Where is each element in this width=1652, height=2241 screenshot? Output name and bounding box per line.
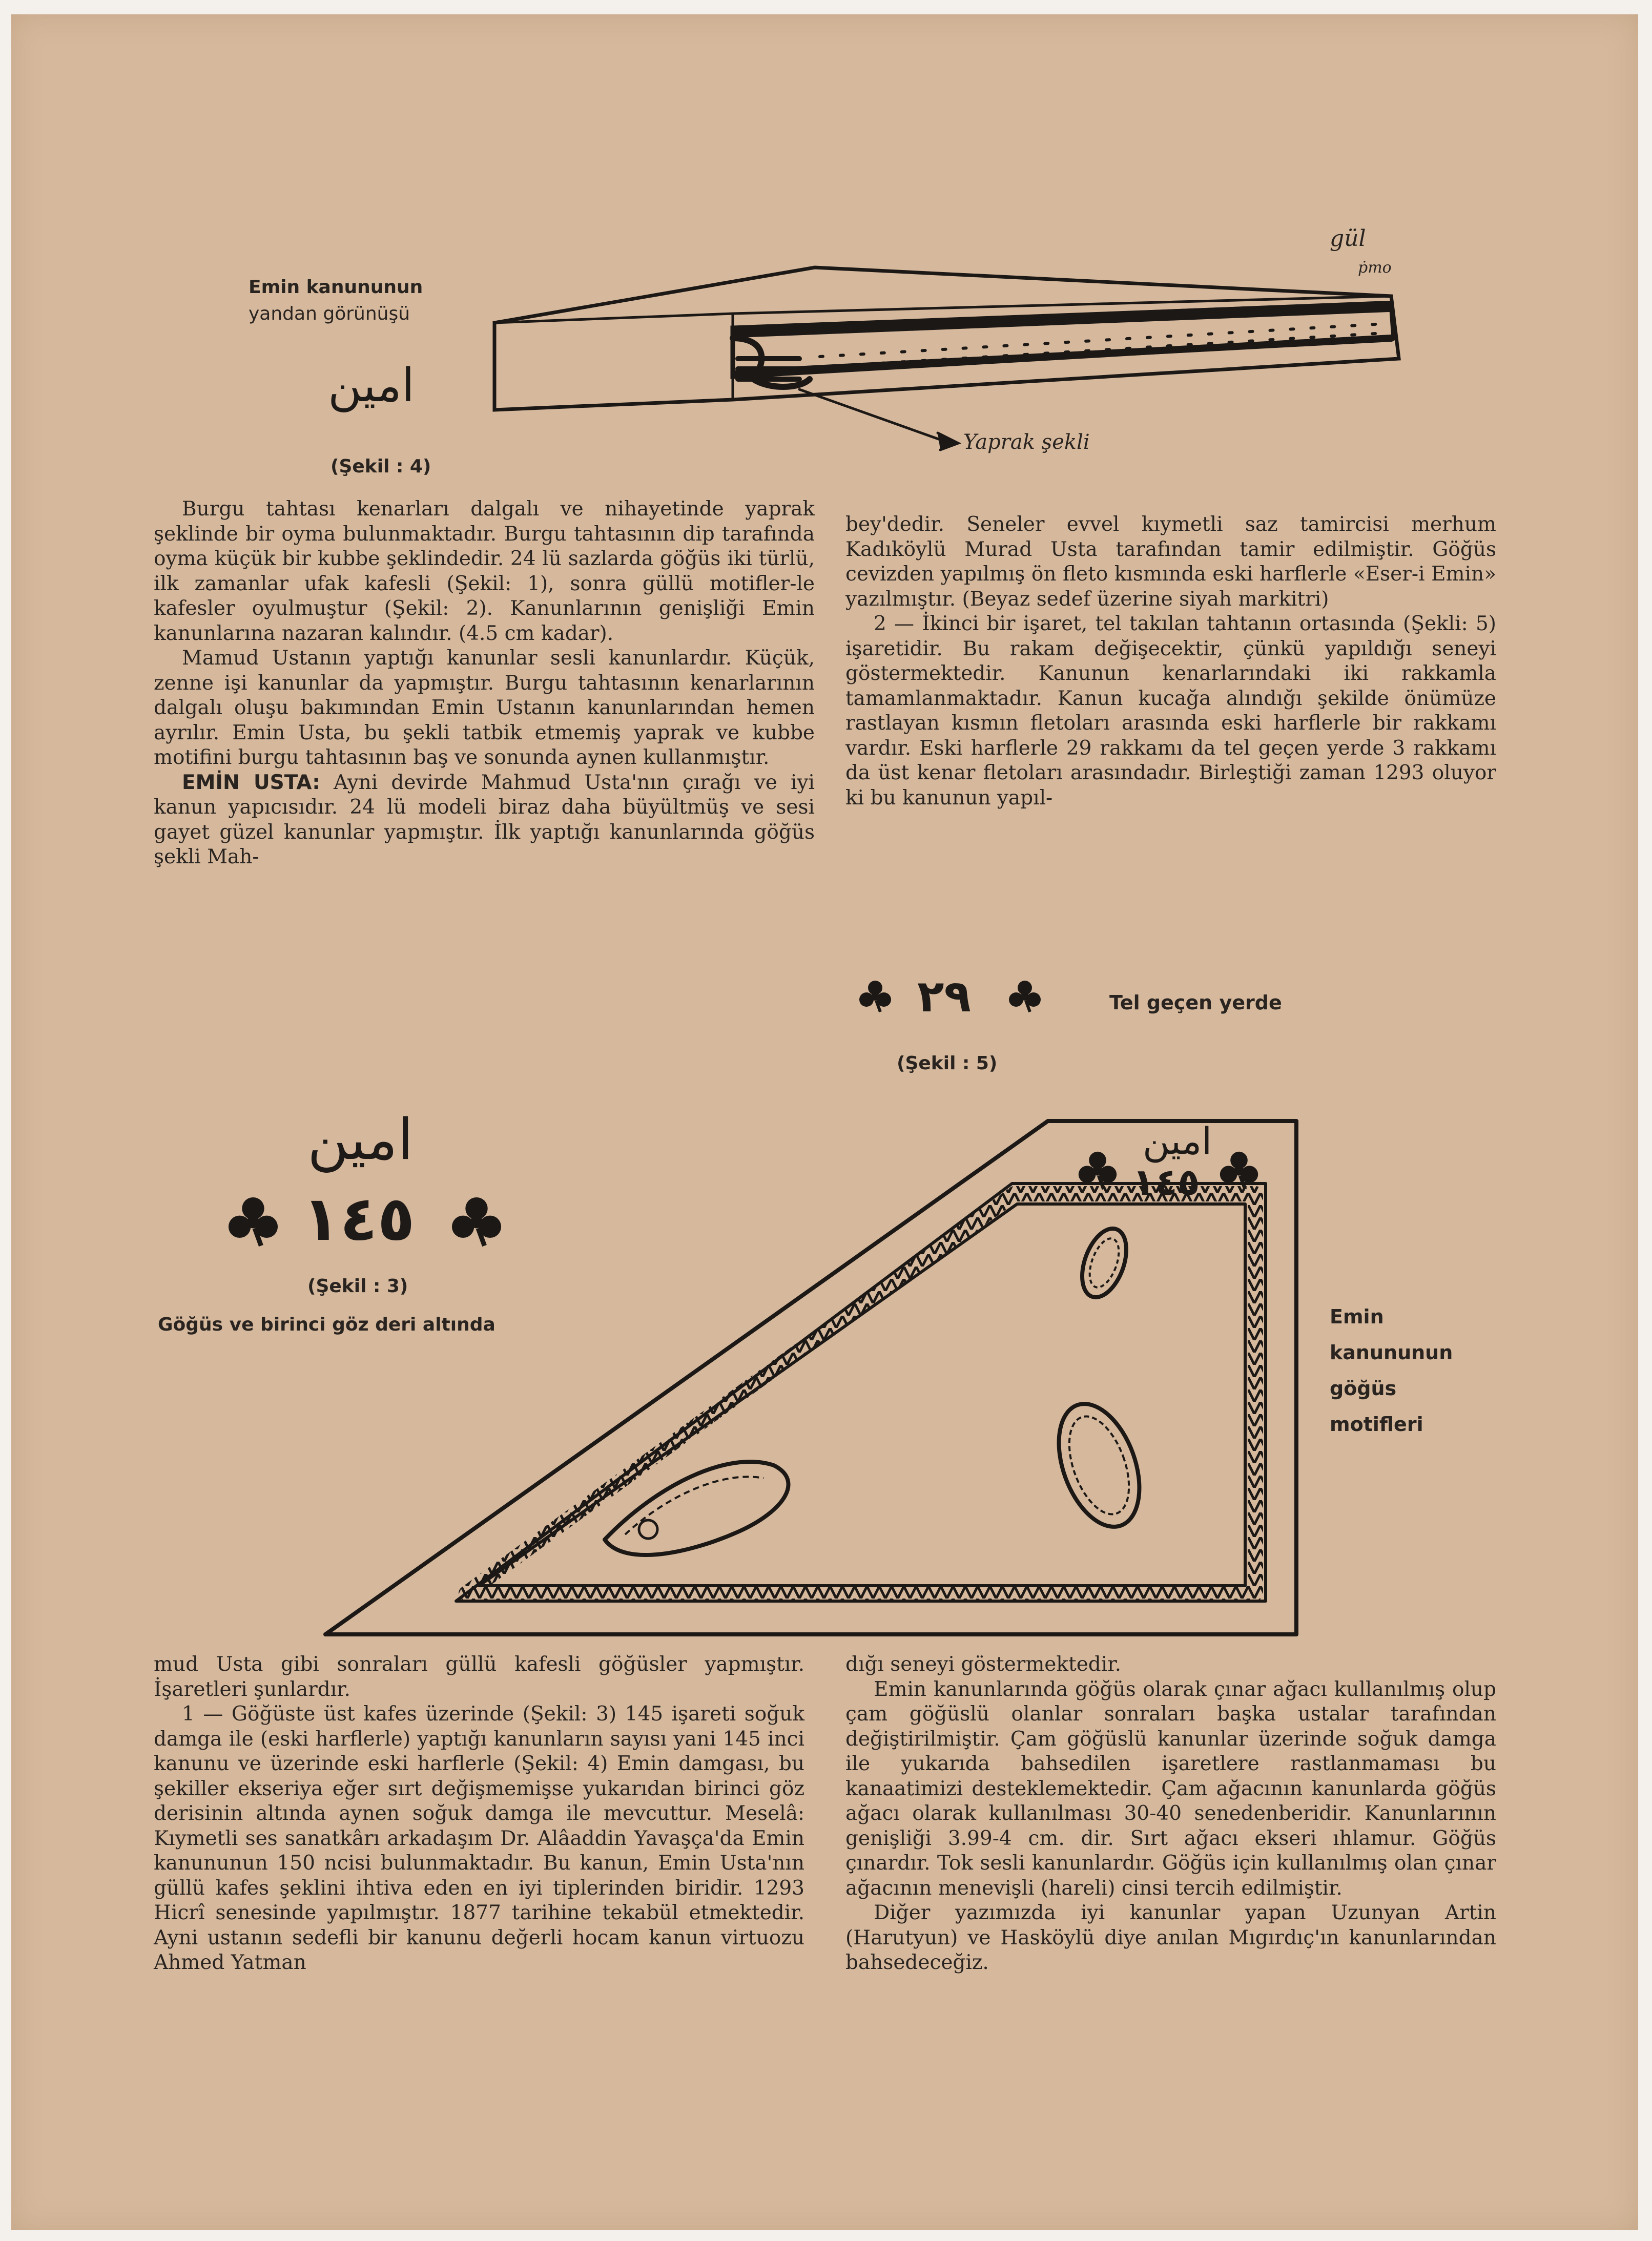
paragraph: 1 — Göğüste üst kafes üzerinde (Şekil: 3) 145 işareti soğuk damga ile (eski harflerle) yaptığı kanunların sayısı yani 145 inci kanunu ve üzerinde eski harflerle (Şekil: 4) Emin damgası, bu şekiller ekseriya eğer sırt değişmemişse yukarıdan birinci göz derisinin altında aynen soğuk damga ile mevcuttur. Meselâ: Kıymetli ses sanatkârı arkadaşım Dr. Alâaddin Yavaşça'da Emin kanununun 150 ncisi bulunmaktadır. Bu kanun, Emin Usta'nın güllü kafes şeklini ihtiva eden en iyi tiplerinden biridir. 1293 Hicrî senesinde yapılmıştır. 1877 tarihine tekabül etmektedir. Ayni ustanın sedefli bir kanunu değerli hocam kanun virtuozu Ahmed Yatman (154, 1703, 804, 1974)
figure4-caption (249, 274, 423, 327)
paragraph: Diğer yazımızda iyi kanunlar yapan Uzunyan Artin (Harutyun) ve Hasköylü diye anılan Mıgırdıç'ın kanunlarından bahsedeceğiz. (845, 1901, 1496, 1974)
paragraph: mud Usta gibi sonraları güllü kafesli göğüsler yapmıştır. İşaretleri şunlardır. (154, 1653, 804, 1701)
figure4-annotation-arrow: Yaprak şekli (963, 430, 1090, 454)
paragraph: Burgu tahtası kenarları dalgalı ve nihayetinde yaprak şeklinde bir oyma bulunmaktadır. Burgu tahtasının dip tarafında oyma küçük bir kubbe şeklindedir. 24 lü sazlarda göğüs iki türlü, ilk zamanlar ufak kafesli (Şekil: 1), sonra güllü motifler-le kafesler oyulmuştur (Şekil: 2). Kanunlarının genişliği Emin kanunlarına nazaran kalındır. (4.5 cm kadar). (154, 497, 815, 645)
column-bottom-right (845, 1652, 1496, 1976)
paragraph-emin-usta (154, 771, 815, 870)
motif-stamp-name: امين (1143, 1119, 1212, 1163)
figure4-annotation-top2: ṗmo (1358, 259, 1392, 277)
figure3-stamp-number: ١٤٥ (302, 1184, 415, 1255)
figure4-caption-line1: Emin kanununun (249, 277, 423, 298)
side-view-drawing (494, 267, 1399, 450)
emin-usta-text: Ayni devirde Mahmud Usta'nın çırağı ve iyi kanun yapıcısıdır. 24 lü modeli biraz daha büyültmüş ve sesi gayet güzel kanunlar yapmıştır. İlk yaptığı kanunlarında göğüs şekli Mah- (154, 771, 815, 868)
motif-caption-line: kanununun (1330, 1341, 1453, 1364)
figure3-caption: Göğüs ve birinci göz deri altında (158, 1314, 495, 1335)
figure4-annotation-top: gül (1330, 225, 1366, 252)
figure5-caption: Tel geçen yerde (1109, 991, 1282, 1014)
column-top-right (845, 512, 1496, 811)
motif-caption (1330, 1299, 1453, 1442)
motif-caption-line: Emin (1330, 1305, 1384, 1328)
paragraph: Emin kanunlarında göğüs olarak çınar ağacı kullanılmış olup çam göğüslü olanlar sonraları başka ustalar tarafından değiştirilmiştir. Çam göğüslü kanunlar üzerinde soğuk damga ile yukarıda bahsedilen işaretlere rastlanmaması bu kanaatimizi desteklemektedir. Çam ağacının kanunlarda göğüs ağacı olarak kullanılması 30-40 senedenberidir. Kanunlarının genişliği 3.99-4 cm. dir. Sırt ağacı ekseri ıhlamur. Göğüs çınardır. Tok sesli kanunlardır. Göğüs için kullanılmış olan çınar ağacının menevişli (hareli) cinsi tercih edilmiştir. (845, 1677, 1496, 1900)
motif-stamp-number: ١٤٥ (1132, 1160, 1200, 1204)
paragraph: bey'dedir. Seneler evvel kıymetli saz tamircisi merhum Kadıköylü Murad Usta tarafından tamir edilmiştir. Göğüs cevizden yapılmış ön fleto kısmında eski harflerle «Eser-i Emin» yazılmıştır. (Beyaz sedef üzerine siyah markitri) (845, 513, 1496, 611)
figure3-label: (Şekil : 3) (307, 1276, 408, 1297)
motif-caption-line: motifleri (1330, 1413, 1423, 1436)
figure5-number: ٢٩ (917, 971, 971, 1022)
figure4-caption-line2: yandan görünüşü (249, 303, 410, 324)
paragraph: 2 — İkinci bir işaret, tel takılan tahtanın ortasında (Şekli: 5) işaretidir. Bu rakam değişecektir, çünkü yapıldığı seneyi göstermektedir. Kanunun kenarlarındaki iki rakkamla tamamlanmaktadır. Kanun kucağa alındığı şekilde önümüze rastlayan kısmın fletoları arasında eski harflerle bir rakkamı vardır. Eski harflerle 29 rakkamı da tel geçen yerde 3 rakkamı da üst kenar fletoları arasındadır. Birleştiği zaman 1293 oluyor ki bu kanunun yapıl- (845, 612, 1496, 810)
motif-caption-line: göğüs (1330, 1377, 1397, 1400)
figure4-stamp: امين (328, 359, 415, 412)
figure3-stamp-name: امين (307, 1107, 414, 1172)
column-top-left (154, 497, 815, 870)
paragraph: Mamud Ustanın yaptığı kanunlar sesli kanunlardır. Küçük, zenne işi kanunlar da yapmıştır. Burgu tahtasının kenarlarının dalgalı oluşu bakımından Emin Ustanın kanunlarından hemen ayrılır. Emin Usta, bu şekli tatbik etmemiş yaprak ve kubbe motifini burgu tahtasının baş ve sonunda aynen kullanmıştır. (154, 647, 815, 769)
column-bottom-left (154, 1652, 804, 1976)
figure5-label: (Şekil : 5) (897, 1053, 998, 1074)
figure4-label: (Şekil : 4) (331, 456, 431, 477)
paragraph: dığı seneyi göstermektedir. (845, 1653, 1121, 1676)
emin-usta-heading: EMİN USTA: (182, 771, 320, 794)
